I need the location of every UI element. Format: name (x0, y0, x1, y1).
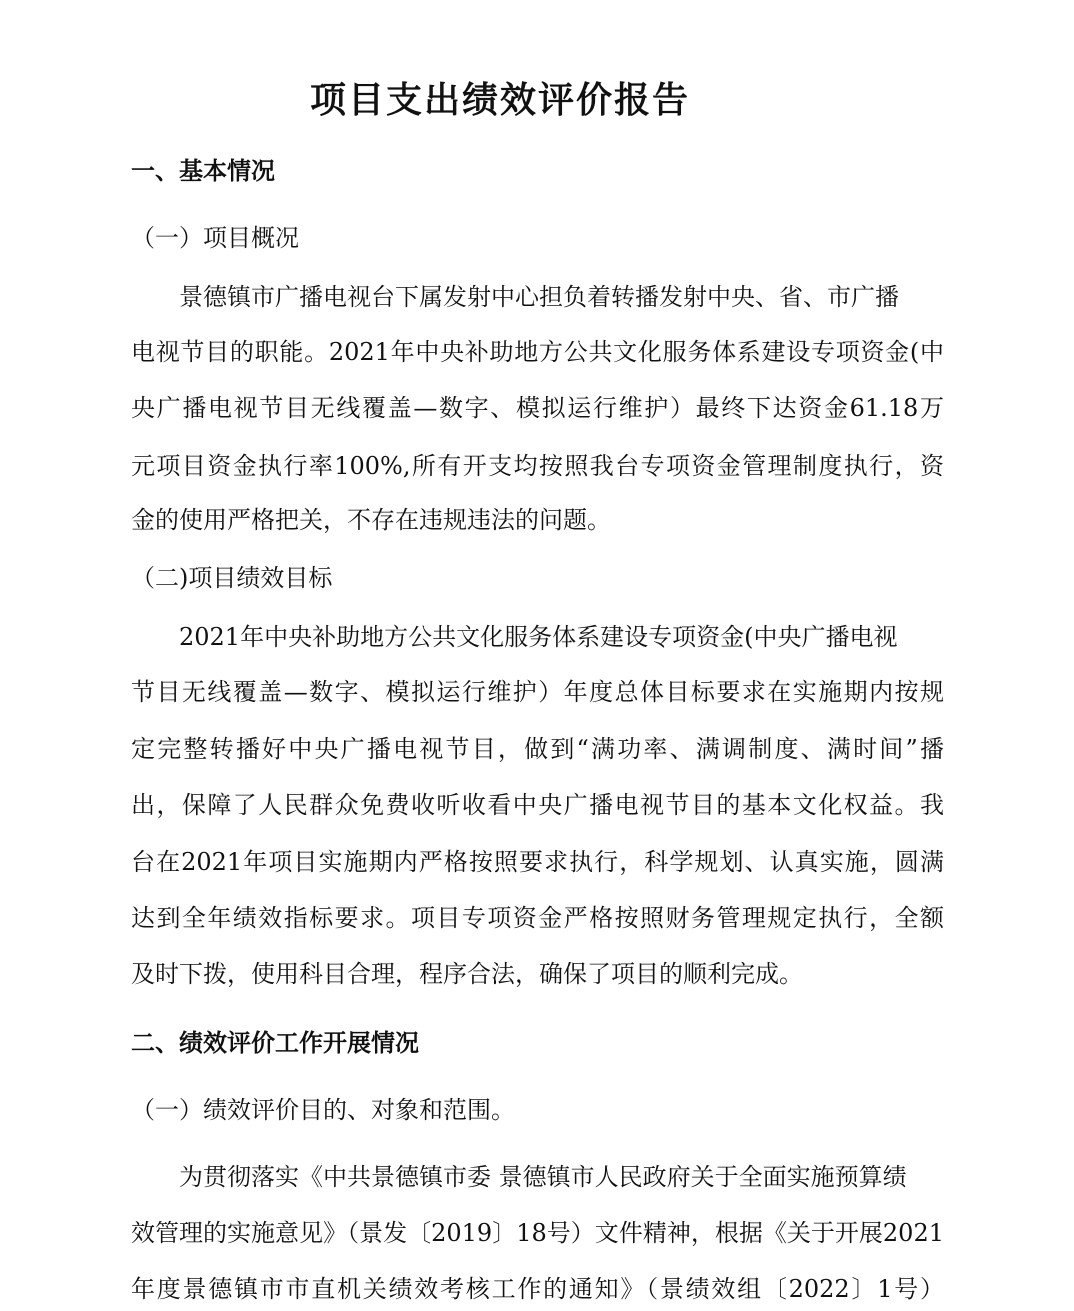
section-heading-basic-info: 一、基本情况 (131, 157, 275, 185)
document-title: 项目支出绩效评价报告 (309, 80, 690, 121)
text-line: 定完整转播好中央广播电视节目，做到“满功率、满调制度、满时间”播 (131, 735, 944, 763)
text-line: 节目无线覆盖—数字、模拟运行维护）年度总体目标要求在实施期内按规 (131, 678, 944, 706)
text-line: 元项目资金执行率100%,所有开支均按照我台专项资金管理制度执行，资 (131, 452, 944, 480)
text-line: 台在2021年项目实施期内严格按照要求执行，科学规划、认真实施，圆满 (131, 848, 944, 876)
subsection-heading-evaluation-scope: （一）绩效评价目的、对象和范围。 (131, 1096, 515, 1124)
text-line: 出，保障了人民群众免费收听收看中央广播电视节目的基本文化权益。我 (131, 791, 944, 819)
text-line: 2021年中央补助地方公共文化服务体系建设专项资金(中央广播电视 (179, 623, 898, 651)
text-line: 央广播电视节目无线覆盖—数字、模拟运行维护）最终下达资金61.18万 (131, 394, 944, 422)
text-line: 电视节目的职能。2021年中央补助地方公共文化服务体系建设专项资金(中 (131, 338, 944, 366)
subsection-heading-project-overview: （一）项目概况 (131, 224, 299, 252)
text-line: 年度景德镇市市直机关绩效考核工作的通知》（景绩效组〔2022〕1号） (131, 1275, 944, 1303)
text-line: 金的使用严格把关，不存在违规违法的问题。 (131, 506, 611, 534)
subsection-heading-performance-goals: （二)项目绩效目标 (131, 564, 333, 592)
text-line: 景德镇市广播电视台下属发射中心担负着转播发射中央、省、市广播 (179, 283, 899, 311)
text-line: 达到全年绩效指标要求。项目专项资金严格按照财务管理规定执行，全额 (131, 904, 944, 932)
text-line: 及时下拨，使用科目合理，程序合法，确保了项目的顺利完成。 (131, 960, 803, 988)
text-line: 效管理的实施意见》（景发〔2019〕18号）文件精神，根据《关于开展2021 (131, 1219, 944, 1247)
section-heading-evaluation-work: 二、绩效评价工作开展情况 (131, 1029, 419, 1057)
text-line: 为贯彻落实《中共景德镇市委 景德镇市人民政府关于全面实施预算绩 (179, 1163, 907, 1191)
